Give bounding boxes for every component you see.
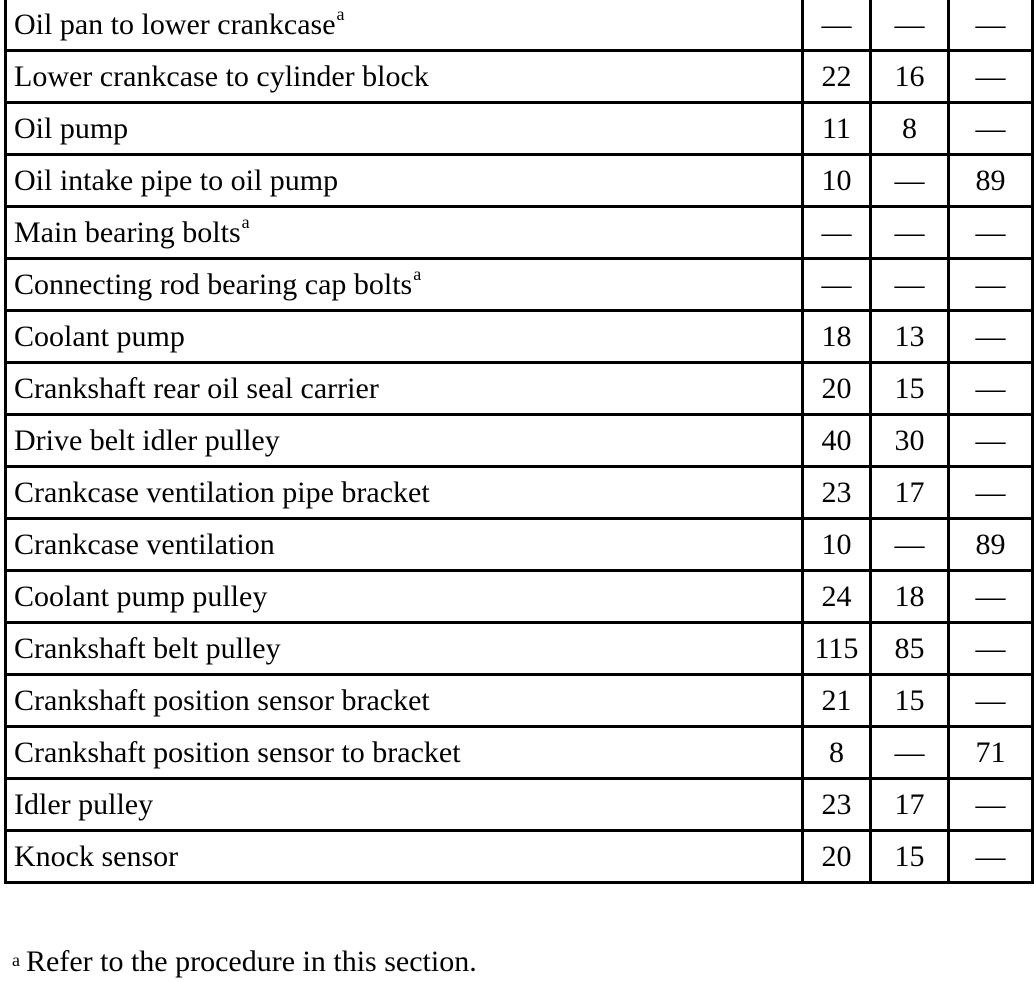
table-row [6, 675, 1033, 727]
table-row [6, 311, 1033, 363]
value-cell-col3: 89 [949, 519, 1033, 571]
value-cell-col1: 18 [803, 311, 871, 363]
component-cell [6, 831, 803, 883]
component-label: Crankshaft position sensor to bracket [14, 735, 461, 769]
value-cell-col1: 8 [803, 727, 871, 779]
component-label: Coolant pump pulley [14, 579, 268, 613]
component-cell [6, 51, 803, 103]
component-label: Oil pan to lower crankcase [14, 7, 336, 41]
torque-spec-table-body [6, 0, 1033, 883]
footnote-marker: a [241, 211, 250, 232]
value-cell-col1: 22 [803, 51, 871, 103]
value-cell-col1: 11 [803, 103, 871, 155]
component-label: Idler pulley [14, 787, 154, 821]
value-cell-col1: 24 [803, 571, 871, 623]
value-cell-col2: 15 [871, 831, 949, 883]
value-cell-col3: — [949, 831, 1033, 883]
component-cell [6, 467, 803, 519]
footnote-marker: a [336, 3, 345, 24]
component-cell [6, 363, 803, 415]
component-cell [6, 259, 803, 311]
table-row [6, 259, 1033, 311]
value-cell-col2: 15 [871, 363, 949, 415]
value-cell-col1: 23 [803, 467, 871, 519]
value-cell-col3: — [949, 571, 1033, 623]
value-cell-col3: — [949, 51, 1033, 103]
value-cell-col1: 115 [803, 623, 871, 675]
component-label: Drive belt idler pulley [14, 423, 280, 457]
table-row [6, 103, 1033, 155]
value-cell-col2: 85 [871, 623, 949, 675]
component-cell [6, 519, 803, 571]
value-cell-col3: — [949, 311, 1033, 363]
component-cell [6, 0, 803, 51]
component-label: Connecting rod bearing cap bolts [14, 267, 413, 301]
value-cell-col1: 21 [803, 675, 871, 727]
value-cell-col1: 40 [803, 415, 871, 467]
component-label: Crankshaft belt pulley [14, 631, 281, 665]
value-cell-col2: — [871, 727, 949, 779]
value-cell-col3: — [949, 467, 1033, 519]
value-cell-col2: 8 [871, 103, 949, 155]
value-cell-col2: 13 [871, 311, 949, 363]
value-cell-col3: — [949, 415, 1033, 467]
component-cell [6, 675, 803, 727]
component-cell [6, 779, 803, 831]
footnote [12, 944, 477, 980]
component-label: Crankcase ventilation [14, 527, 275, 561]
value-cell-col1: — [803, 259, 871, 311]
table-row [6, 467, 1033, 519]
table-row [6, 155, 1033, 207]
component-label: Lower crankcase to cylinder block [14, 59, 429, 93]
value-cell-col2: 15 [871, 675, 949, 727]
value-cell-col3: — [949, 623, 1033, 675]
value-cell-col2: — [871, 155, 949, 207]
value-cell-col3: — [949, 675, 1033, 727]
footnote-text: Refer to the procedure in this section. [26, 945, 477, 978]
value-cell-col1: 10 [803, 155, 871, 207]
component-label: Crankshaft rear oil seal carrier [14, 371, 379, 405]
value-cell-col3: — [949, 103, 1033, 155]
value-cell-col3: — [949, 779, 1033, 831]
table-row [6, 623, 1033, 675]
value-cell-col1: — [803, 207, 871, 259]
value-cell-col2: 18 [871, 571, 949, 623]
value-cell-col3: — [949, 259, 1033, 311]
value-cell-col3: — [949, 363, 1033, 415]
footnote-mark: a [12, 950, 20, 970]
component-label: Crankcase ventilation pipe bracket [14, 475, 430, 509]
component-label: Crankshaft position sensor bracket [14, 683, 430, 717]
value-cell-col2: — [871, 207, 949, 259]
value-cell-col1: 20 [803, 831, 871, 883]
value-cell-col1: 10 [803, 519, 871, 571]
value-cell-col2: — [871, 519, 949, 571]
value-cell-col2: — [871, 0, 949, 51]
footnote-marker: a [413, 263, 422, 284]
value-cell-col2: 17 [871, 779, 949, 831]
component-cell [6, 103, 803, 155]
component-label: Knock sensor [14, 839, 179, 873]
value-cell-col2: 17 [871, 467, 949, 519]
component-label: Coolant pump [14, 319, 185, 353]
table-row [6, 831, 1033, 883]
table-row [6, 727, 1033, 779]
value-cell-col1: 23 [803, 779, 871, 831]
component-label: Oil pump [14, 111, 129, 145]
component-cell [6, 571, 803, 623]
table-row [6, 519, 1033, 571]
table-row [6, 0, 1033, 51]
component-cell [6, 727, 803, 779]
value-cell-col2: — [871, 259, 949, 311]
value-cell-col1: 20 [803, 363, 871, 415]
table-row [6, 51, 1033, 103]
table-row [6, 415, 1033, 467]
value-cell-col3: 71 [949, 727, 1033, 779]
table-row [6, 363, 1033, 415]
component-cell [6, 155, 803, 207]
component-cell [6, 415, 803, 467]
value-cell-col2: 30 [871, 415, 949, 467]
value-cell-col3: — [949, 0, 1033, 51]
value-cell-col1: — [803, 0, 871, 51]
value-cell-col2: 16 [871, 51, 949, 103]
value-cell-col3: 89 [949, 155, 1033, 207]
torque-spec-table [4, 0, 1034, 884]
table-row [6, 207, 1033, 259]
component-label: Main bearing bolts [14, 215, 241, 249]
table-row [6, 571, 1033, 623]
value-cell-col3: — [949, 207, 1033, 259]
component-label: Oil intake pipe to oil pump [14, 163, 339, 197]
table-row [6, 779, 1033, 831]
component-cell [6, 311, 803, 363]
component-cell [6, 207, 803, 259]
component-cell [6, 623, 803, 675]
